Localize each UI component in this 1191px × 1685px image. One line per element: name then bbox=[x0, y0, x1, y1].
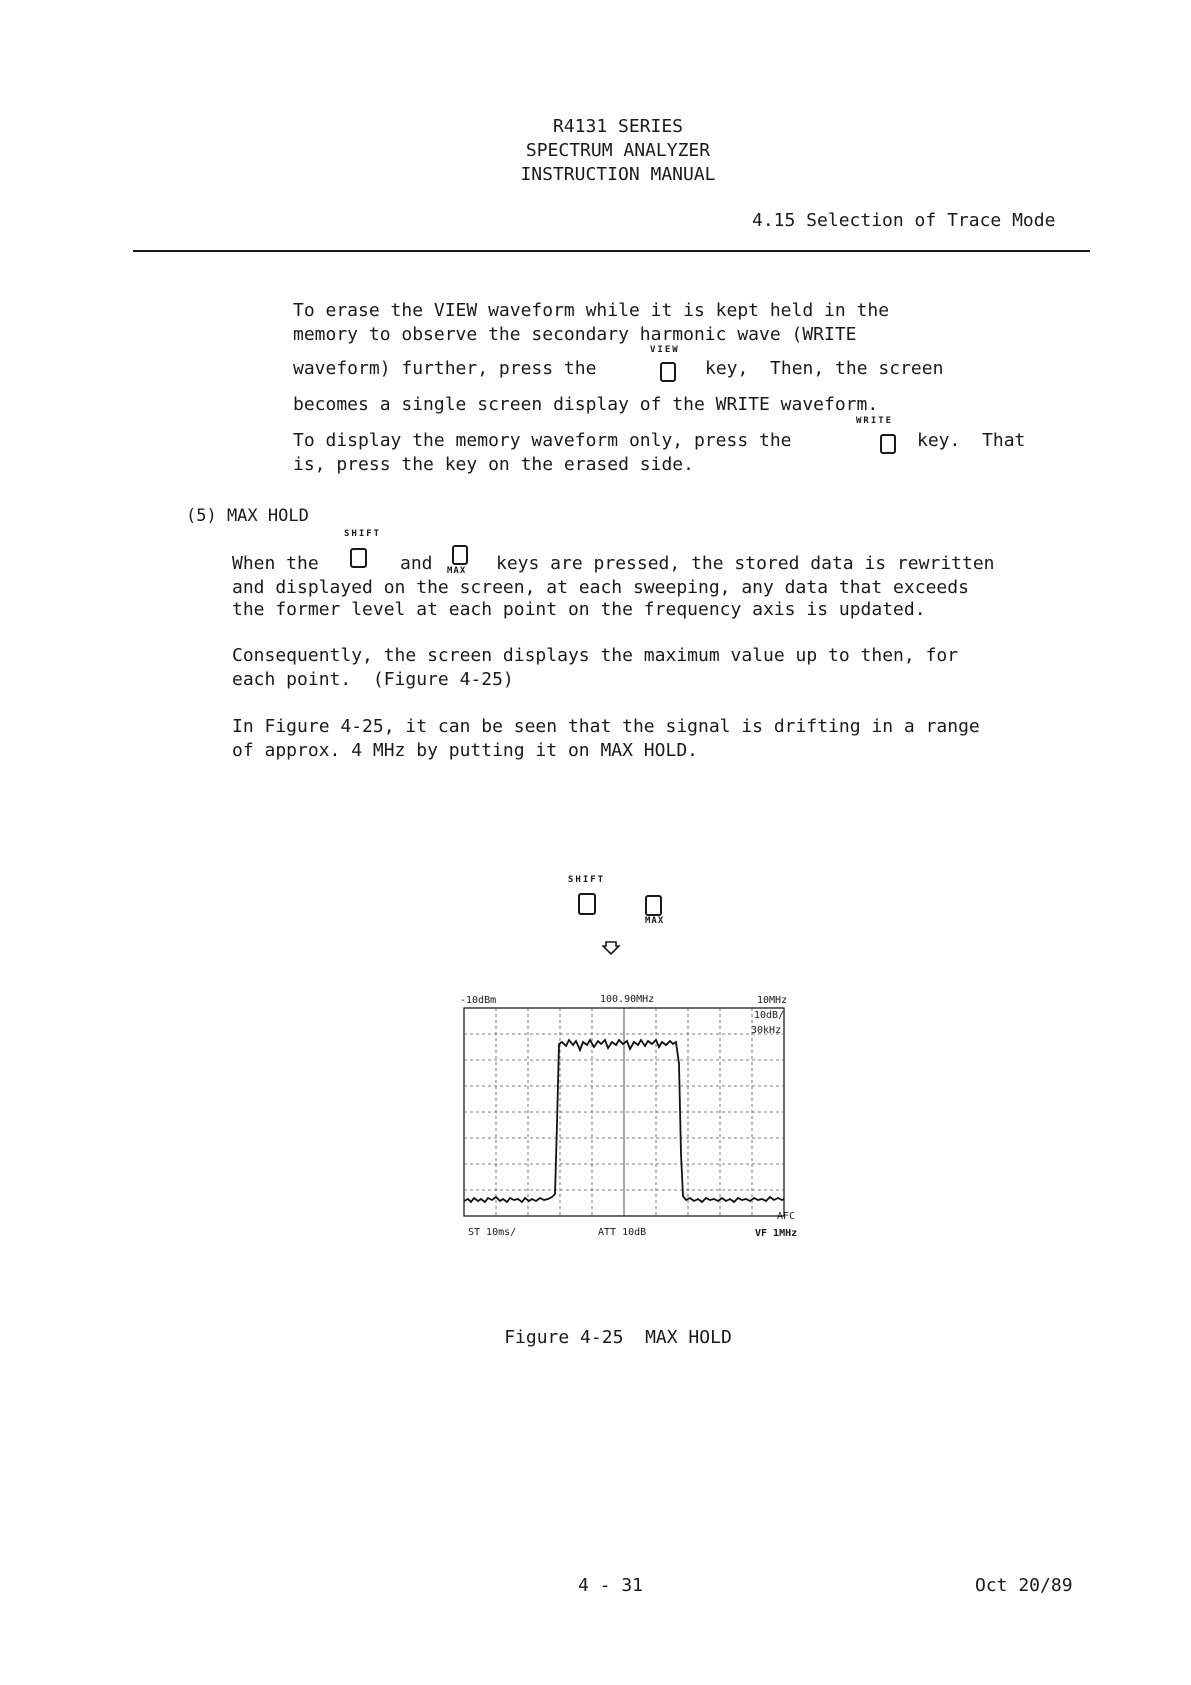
section5-line-2: and displayed on the screen, at each sweeping, any data that exceeds bbox=[232, 577, 969, 598]
para1-line-1: To erase the VIEW waveform while it is kept held in the bbox=[293, 300, 890, 321]
max-key-label: MAX bbox=[447, 566, 467, 576]
para1-line-5b: key. That bbox=[917, 430, 1026, 451]
scale-label: 10dB/ bbox=[754, 1010, 785, 1021]
attenuation-label: ATT 10dB bbox=[598, 1227, 647, 1238]
span-label: 10MHz bbox=[757, 995, 788, 1006]
down-arrow-icon bbox=[602, 940, 620, 956]
shift-key-label: SHIFT bbox=[344, 529, 382, 539]
para1-line-5a: To display the memory waveform only, press the bbox=[293, 430, 792, 451]
figure-shift-label: SHIFT bbox=[568, 875, 606, 885]
spectrum-screen bbox=[460, 1004, 790, 1224]
afc-label: AFC bbox=[777, 1211, 796, 1222]
ref-level-label: -10dBm bbox=[460, 995, 497, 1006]
figure-caption: Figure 4-25 MAX HOLD bbox=[504, 1327, 732, 1348]
section5-line-1a: When the bbox=[232, 553, 319, 574]
center-freq-label: 100.90MHz bbox=[600, 994, 655, 1005]
section5-line-3: the former level at each point on the frequency axis is updated. bbox=[232, 599, 926, 620]
graticule bbox=[464, 1008, 784, 1216]
shift-key-icon bbox=[350, 548, 367, 568]
header-line-1: R4131 SERIES bbox=[552, 116, 684, 137]
view-key-label: VIEW bbox=[650, 345, 680, 355]
para1-line-3b: key, Then, the screen bbox=[705, 358, 944, 379]
figure-max-label: MAX bbox=[645, 916, 665, 926]
section5-para3-line-2: of approx. 4 MHz by putting it on MAX HOLD. bbox=[232, 740, 698, 761]
section5-para2-line-2: each point. (Figure 4-25) bbox=[232, 669, 514, 690]
page-number: 4 - 31 bbox=[578, 1575, 644, 1596]
write-key-label: WRITE bbox=[856, 416, 894, 426]
section5-para3-line-1: In Figure 4-25, it can be seen that the signal is drifting in a range bbox=[232, 716, 980, 737]
para1-line-6: is, press the key on the erased side. bbox=[293, 454, 694, 475]
rbw-label: 30kHz bbox=[751, 1025, 782, 1036]
section5-para2-line-1: Consequently, the screen displays the maximum value up to then, for bbox=[232, 645, 959, 666]
section5-heading: (5) MAX HOLD bbox=[186, 506, 309, 526]
section-title: 4.15 Selection of Trace Mode bbox=[752, 210, 1056, 231]
figure-shift-key-icon bbox=[578, 893, 596, 915]
section5-line-1b: and bbox=[400, 553, 433, 574]
revision-date: Oct 20/89 bbox=[975, 1575, 1073, 1596]
header-line-2: SPECTRUM ANALYZER bbox=[525, 140, 711, 161]
max-key-icon bbox=[452, 545, 468, 565]
sweep-time-label: ST 10ms/ bbox=[468, 1227, 517, 1238]
figure-max-key-icon bbox=[645, 895, 662, 916]
para1-line-4: becomes a single screen display of the WRITE waveform. bbox=[293, 394, 879, 415]
write-key-icon bbox=[880, 434, 896, 454]
view-key-icon bbox=[660, 362, 676, 382]
header-line-3: INSTRUCTION MANUAL bbox=[520, 164, 716, 185]
para1-line-2: memory to observe the secondary harmonic wave (WRITE bbox=[293, 324, 857, 345]
section5-line-1c: keys are pressed, the stored data is rewritten bbox=[496, 553, 995, 574]
video-filter-label: VF 1MHz bbox=[755, 1228, 798, 1239]
para1-line-3a: waveform) further, press the bbox=[293, 358, 597, 379]
header-rule bbox=[133, 250, 1090, 252]
